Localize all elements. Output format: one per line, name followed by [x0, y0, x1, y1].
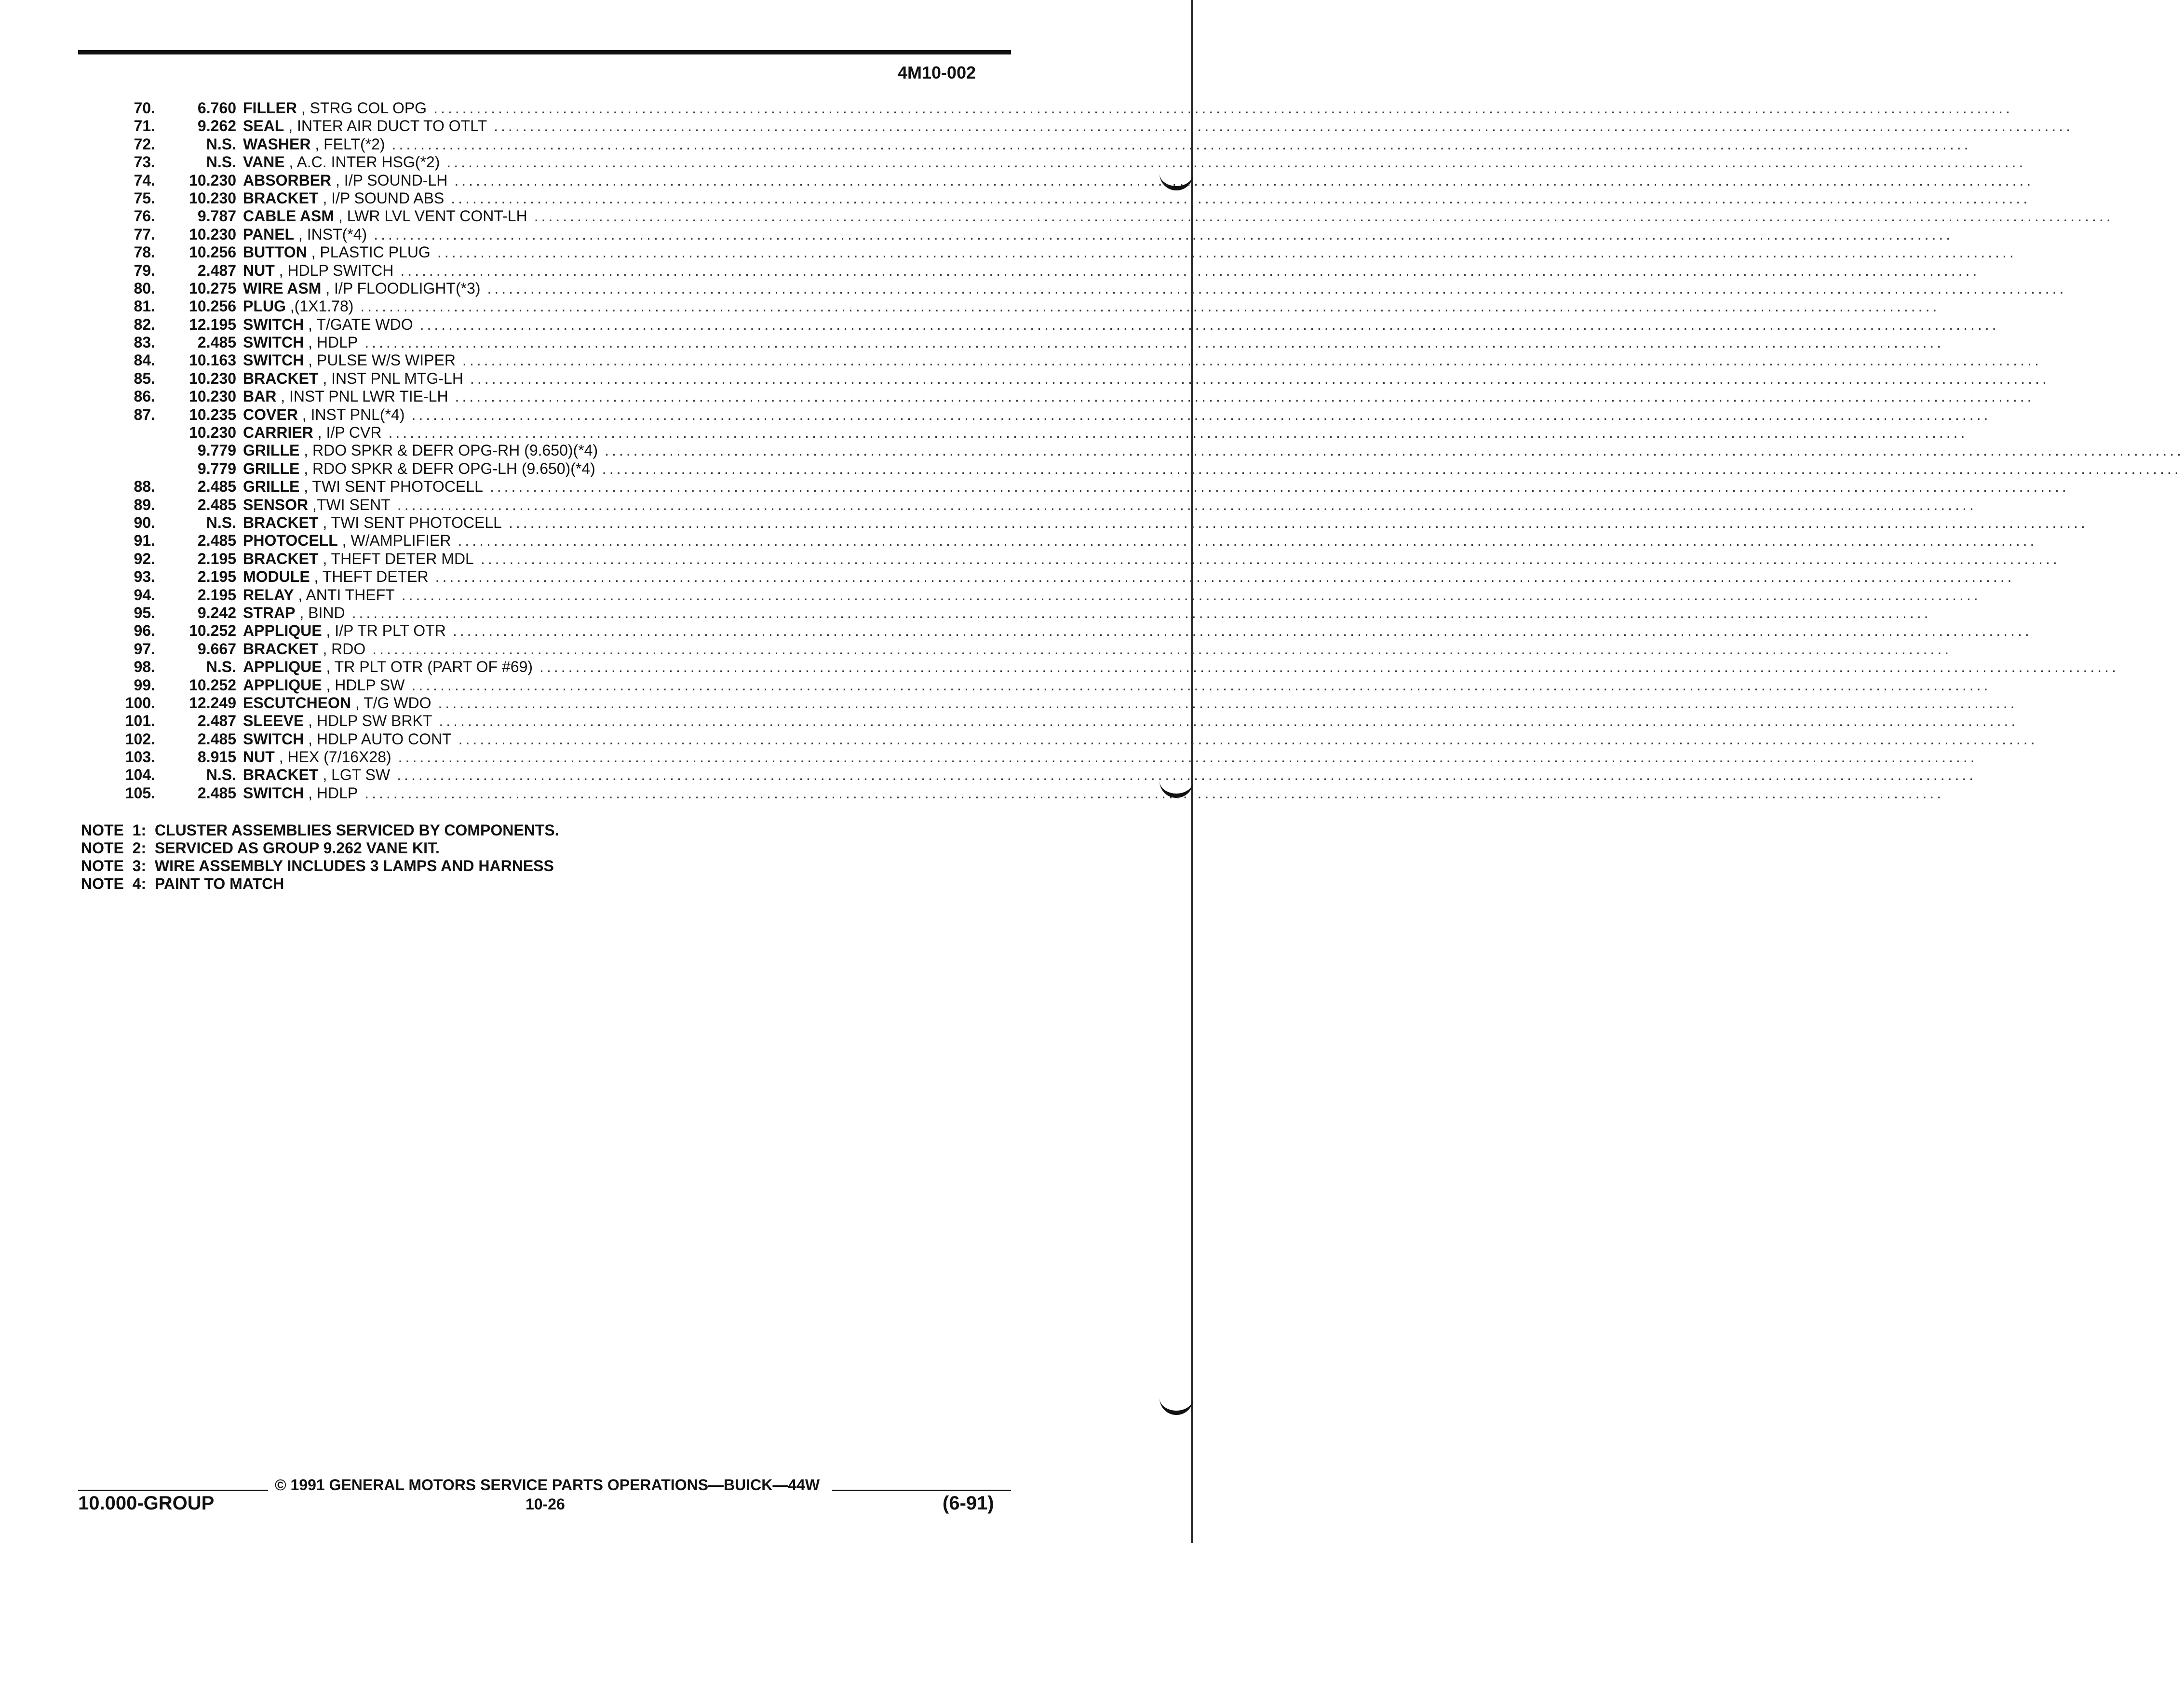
part-description — [243, 334, 1944, 351]
part-detail: , A.C. INTER HSG(*2) — [284, 153, 440, 171]
part-description — [243, 586, 1981, 604]
part-group: N.S. — [206, 658, 236, 676]
part-description — [243, 261, 1980, 280]
part-detail: , HEX (7/16X28) — [274, 748, 391, 766]
part-name: WIRE ASM — [243, 279, 322, 297]
part-description — [243, 532, 2037, 550]
part-number: 85. — [134, 369, 155, 387]
part-detail: , I/P CVR — [313, 424, 382, 442]
part-number: 84. — [134, 351, 155, 369]
part-detail: , PULSE W/S WIPER — [304, 351, 456, 369]
part-number: 73. — [134, 153, 155, 171]
part-name: SWITCH — [243, 315, 304, 333]
part-row — [0, 459, 2182, 478]
part-group: 2.485 — [197, 478, 236, 496]
part-row — [0, 604, 1931, 622]
part-name: FILLER — [243, 99, 297, 117]
part-group: N.S. — [206, 153, 236, 171]
part-name: BRACKET — [243, 513, 319, 531]
footer-group: 10.000-GROUP — [78, 1493, 215, 1514]
part-detail: , STRG COL OPG — [297, 99, 427, 117]
part-detail: , ANTI THEFT — [294, 586, 395, 604]
part-group: 10.256 — [189, 243, 236, 261]
part-description — [243, 99, 2013, 117]
dot-leader: ............................................................................................................................................................................................................................ — [364, 334, 1944, 351]
part-detail: , I/P SOUND ABS — [318, 189, 445, 207]
part-description — [243, 225, 1954, 243]
part-description — [243, 351, 2042, 369]
part-row — [0, 207, 2114, 225]
part-description — [243, 297, 1940, 315]
part-description — [243, 243, 2017, 261]
part-group: 10.230 — [189, 171, 236, 189]
dot-leader: ............................................................................................................................................................................................................................ — [462, 351, 2042, 369]
part-description — [243, 622, 2032, 640]
part-group: 10.230 — [189, 388, 236, 405]
footer-rule-right — [832, 1490, 1011, 1491]
part-row — [0, 153, 2026, 171]
part-row — [0, 297, 1940, 315]
part-group: 9.779 — [197, 442, 236, 459]
part-row — [0, 117, 2074, 135]
part-group: 2.485 — [197, 334, 236, 351]
part-number: 76. — [134, 207, 155, 225]
dot-leader: ............................................................................................................................................................................................................................ — [487, 279, 2067, 297]
part-name: RELAY — [243, 586, 294, 604]
part-number: 105. — [125, 784, 155, 802]
part-group: N.S. — [206, 135, 236, 153]
part-name: SWITCH — [243, 334, 304, 351]
part-detail: , INTER AIR DUCT TO OTLT — [284, 117, 487, 135]
part-number: 79. — [134, 261, 155, 279]
dot-leader: ............................................................................................................................................................................................................................ — [351, 604, 1931, 621]
part-group: 2.195 — [197, 568, 236, 586]
dot-leader: ............................................................................................................................................................................................................................ — [458, 730, 2038, 748]
part-detail: , INST(*4) — [294, 225, 367, 243]
footer-copyright: © 1991 GENERAL MOTORS SERVICE PARTS OPERATIONS—BUICK—44W — [275, 1476, 820, 1494]
dot-leader: ............................................................................................................................................................................................................................ — [372, 640, 1952, 658]
footer-date: (6-91) — [943, 1493, 994, 1514]
part-group: 9.787 — [197, 207, 236, 225]
dot-leader: ............................................................................................................................................................................................................................ — [439, 712, 2019, 730]
part-row — [0, 622, 2032, 640]
part-description — [243, 207, 2114, 225]
part-group: 9.262 — [197, 117, 236, 135]
dot-leader: ............................................................................................................................................................................................................................ — [435, 568, 2015, 586]
part-group: 2.485 — [197, 496, 236, 513]
dot-leader: ............................................................................................................................................................................................................................ — [411, 676, 1991, 694]
part-number: 102. — [125, 730, 155, 748]
page-code: 4M10-002 — [898, 63, 976, 82]
part-row — [0, 261, 1980, 280]
part-row — [0, 568, 2015, 586]
part-name: BRACKET — [243, 369, 319, 387]
part-number: 103. — [125, 748, 155, 766]
part-number: 100. — [125, 694, 155, 712]
dot-leader: ............................................................................................................................................................................................................................ — [508, 513, 2088, 531]
note: NOTE 1: CLUSTER ASSEMBLIES SERVICED BY COMPONENTS. — [81, 822, 559, 839]
part-row — [0, 171, 2034, 189]
part-description — [243, 189, 2031, 207]
dot-leader: ............................................................................................................................................................................................................................ — [451, 189, 2031, 207]
part-detail: , THEFT DETER — [310, 568, 429, 586]
part-row — [0, 586, 1981, 604]
part-number: 88. — [134, 478, 155, 496]
part-name: CARRIER — [243, 424, 313, 442]
dot-leader: ............................................................................................................................................................................................................................ — [534, 207, 2114, 225]
part-row — [0, 243, 2017, 261]
part-row — [0, 99, 2013, 117]
part-name: BRACKET — [243, 189, 319, 207]
part-description — [243, 568, 2015, 586]
part-description — [243, 766, 1977, 784]
part-detail: , I/P TR PLT OTR — [322, 622, 446, 640]
part-name: APPLIQUE — [243, 676, 322, 694]
part-name: NUT — [243, 748, 275, 766]
part-name: COVER — [243, 405, 298, 423]
part-detail: , LGT SW — [318, 766, 391, 784]
part-name: GRILLE — [243, 442, 300, 459]
dot-leader: ............................................................................................................................................................................................................................ — [489, 478, 2069, 496]
part-detail: , FELT(*2) — [310, 135, 385, 153]
dot-leader: ............................................................................................................................................................................................................................ — [605, 442, 2184, 459]
part-detail: , INST PNL LWR TIE-LH — [276, 388, 448, 405]
part-row — [0, 424, 1968, 442]
dot-leader: ............................................................................................................................................................................................................................ — [454, 171, 2034, 189]
part-number: 93. — [134, 568, 155, 586]
part-row — [0, 189, 2031, 207]
part-detail: , T/GATE WDO — [304, 315, 413, 333]
dot-leader: ............................................................................................................................................................................................................................ — [539, 658, 2119, 676]
part-description — [243, 676, 1991, 694]
part-row — [0, 334, 1944, 351]
part-name: SENSOR — [243, 496, 309, 513]
dot-leader: ............................................................................................................................................................................................................................ — [360, 297, 1940, 315]
part-number: 96. — [134, 622, 155, 640]
part-number: 87. — [134, 405, 155, 423]
dot-leader: ............................................................................................................................................................................................................................ — [374, 225, 1954, 243]
part-detail: , THEFT DETER MDL — [318, 550, 474, 567]
part-detail: , HDLP — [304, 334, 358, 351]
part-row — [0, 766, 1977, 784]
part-group: 2.485 — [197, 532, 236, 550]
part-row — [0, 225, 1954, 243]
part-detail: , HDLP AUTO CONT — [304, 730, 452, 748]
part-group: 12.195 — [189, 315, 236, 333]
part-description — [243, 442, 2184, 459]
part-description — [243, 712, 2019, 730]
dot-leader: ............................................................................................................................................................................................................................ — [437, 243, 2017, 261]
part-detail: , W/AMPLIFIER — [337, 532, 451, 550]
part-number: 83. — [134, 334, 155, 351]
part-group: 2.195 — [197, 586, 236, 604]
part-description — [243, 369, 2049, 388]
part-detail: , HDLP SW — [322, 676, 405, 694]
part-name: CABLE ASM — [243, 207, 335, 225]
dot-leader: ............................................................................................................................................................................................................................ — [452, 622, 2032, 640]
part-description — [243, 171, 2034, 189]
part-number: 90. — [134, 513, 155, 531]
part-description — [243, 405, 1991, 424]
part-detail: , PLASTIC PLUG — [307, 243, 431, 261]
part-name: NUT — [243, 261, 275, 279]
dot-leader: ............................................................................................................................................................................................................................ — [411, 405, 1991, 423]
part-detail: , TR PLT OTR (PART OF #69) — [322, 658, 533, 676]
part-name: WASHER — [243, 135, 311, 153]
part-description — [243, 315, 1999, 334]
dot-leader: ............................................................................................................................................................................................................................ — [455, 388, 2035, 405]
part-number: 97. — [134, 640, 155, 658]
part-row — [0, 478, 2069, 496]
part-group: 9.242 — [197, 604, 236, 621]
part-detail: , HDLP SW BRKT — [304, 712, 432, 730]
part-detail: ,(1X1.78) — [285, 297, 354, 315]
part-group: 8.915 — [197, 748, 236, 766]
part-row — [0, 532, 2037, 550]
part-name: SWITCH — [243, 784, 304, 802]
part-row — [0, 388, 2035, 405]
part-description — [243, 478, 2069, 496]
part-detail: , TWI SENT PHOTOCELL — [318, 513, 502, 531]
part-row — [0, 351, 2042, 369]
part-group: 12.249 — [189, 694, 236, 712]
part-description — [243, 496, 1977, 514]
part-name: SLEEVE — [243, 712, 304, 730]
binder-ring-mark — [1159, 1398, 1193, 1415]
part-detail: , RDO — [318, 640, 366, 658]
part-description — [243, 640, 1952, 658]
part-name: PHOTOCELL — [243, 532, 338, 550]
dot-leader: ............................................................................................................................................................................................................................ — [419, 315, 1999, 333]
part-detail: , HDLP SWITCH — [274, 261, 394, 279]
part-number: 75. — [134, 189, 155, 207]
part-name: ABSORBER — [243, 171, 332, 189]
part-number: 80. — [134, 279, 155, 297]
parts-list — [0, 99, 2184, 802]
part-description — [243, 748, 1978, 766]
part-detail: , I/P FLOODLIGHT(*3) — [321, 279, 481, 297]
dot-leader: ............................................................................................................................................................................................................................ — [458, 532, 2037, 550]
part-detail: , BIND — [295, 604, 345, 621]
part-name: BRACKET — [243, 550, 319, 567]
part-group: 10.252 — [189, 622, 236, 640]
note: NOTE 3: WIRE ASSEMBLY INCLUDES 3 LAMPS AND HARNESS — [81, 857, 554, 875]
part-detail: , RDO SPKR & DEFR OPG-RH (9.650)(*4) — [299, 442, 598, 459]
part-name: GRILLE — [243, 478, 300, 496]
part-row — [0, 279, 2067, 297]
part-row — [0, 730, 2038, 748]
part-group: 10.163 — [189, 351, 236, 369]
part-name: STRAP — [243, 604, 296, 621]
part-group: 10.230 — [189, 189, 236, 207]
part-group: 10.275 — [189, 279, 236, 297]
part-name: PLUG — [243, 297, 286, 315]
part-description — [243, 153, 2026, 171]
part-description — [243, 730, 2038, 748]
part-detail: , LWR LVL VENT CONT-LH — [334, 207, 527, 225]
dot-leader: ............................................................................................................................................................................................................................ — [446, 153, 2026, 171]
part-detail: , TWI SENT PHOTOCELL — [299, 478, 483, 496]
part-name: ESCUTCHEON — [243, 694, 351, 712]
part-description — [243, 459, 2182, 478]
dot-leader: ............................................................................................................................................................................................................................ — [398, 748, 1978, 766]
part-number: 78. — [134, 243, 155, 261]
part-detail: , T/G WDO — [351, 694, 431, 712]
part-detail: ,TWI SENT — [308, 496, 391, 513]
part-number: 86. — [134, 388, 155, 405]
dot-leader: ............................................................................................................................................................................................................................ — [397, 766, 1977, 784]
part-group: 10.256 — [189, 297, 236, 315]
part-row — [0, 748, 1978, 766]
top-rule — [78, 50, 1011, 54]
part-description — [243, 117, 2074, 135]
part-description — [243, 279, 2067, 297]
part-row — [0, 405, 1991, 424]
part-row — [0, 550, 2060, 568]
part-description — [243, 550, 2060, 568]
part-row — [0, 640, 1952, 658]
dot-leader: ............................................................................................................................................................................................................................ — [400, 261, 1980, 279]
part-group: 10.252 — [189, 676, 236, 694]
part-name: APPLIQUE — [243, 658, 322, 676]
part-group: 10.235 — [189, 405, 236, 423]
part-detail: , HDLP — [304, 784, 358, 802]
part-group: 10.230 — [189, 424, 236, 442]
part-row — [0, 496, 1977, 514]
dot-leader: ............................................................................................................................................................................................................................ — [470, 369, 2049, 387]
part-description — [243, 424, 1968, 442]
part-row — [0, 315, 1999, 334]
part-number: 74. — [134, 171, 155, 189]
part-number: 71. — [134, 117, 155, 135]
part-detail: , I/P SOUND-LH — [331, 171, 448, 189]
part-row — [0, 513, 2088, 532]
dot-leader: ............................................................................................................................................................................................................................ — [391, 135, 1971, 153]
part-group: 9.667 — [197, 640, 236, 658]
part-description — [243, 513, 2088, 532]
part-name: MODULE — [243, 568, 310, 586]
part-row — [0, 694, 2018, 712]
dot-leader: ............................................................................................................................................................................................................................ — [480, 550, 2060, 567]
part-number: 82. — [134, 315, 155, 333]
part-name: SWITCH — [243, 730, 304, 748]
part-group: 2.487 — [197, 712, 236, 730]
part-name: BUTTON — [243, 243, 307, 261]
notes-list — [81, 822, 559, 893]
footer-page-number: 10-26 — [526, 1495, 565, 1513]
part-name: BRACKET — [243, 640, 319, 658]
part-description — [243, 388, 2035, 405]
part-name: BAR — [243, 388, 277, 405]
part-description — [243, 694, 2018, 712]
part-number: 95. — [134, 604, 155, 621]
part-description — [243, 784, 1944, 802]
part-group: 2.195 — [197, 550, 236, 567]
part-group: 2.485 — [197, 784, 236, 802]
part-row — [0, 676, 1991, 694]
part-number: 77. — [134, 225, 155, 243]
dot-leader: ............................................................................................................................................................................................................................ — [602, 459, 2182, 477]
part-group: 2.487 — [197, 261, 236, 279]
part-number: 91. — [134, 532, 155, 550]
dot-leader: ............................................................................................................................................................................................................................ — [438, 694, 2018, 712]
part-group: 10.230 — [189, 225, 236, 243]
part-row — [0, 784, 1944, 802]
part-name: VANE — [243, 153, 285, 171]
part-row — [0, 712, 2019, 730]
dot-leader: ............................................................................................................................................................................................................................ — [494, 117, 2074, 135]
part-description — [243, 135, 1971, 153]
part-group: 2.485 — [197, 730, 236, 748]
dot-leader: ............................................................................................................................................................................................................................ — [397, 496, 1977, 513]
part-number: 81. — [134, 297, 155, 315]
dot-leader: ............................................................................................................................................................................................................................ — [364, 784, 1944, 802]
part-detail: , INST PNL MTG-LH — [318, 369, 463, 387]
note: NOTE 4: PAINT TO MATCH — [81, 875, 284, 892]
dot-leader: ............................................................................................................................................................................................................................ — [388, 424, 1968, 442]
dot-leader: ............................................................................................................................................................................................................................ — [433, 99, 2013, 117]
part-name: SEAL — [243, 117, 284, 135]
part-group: 10.230 — [189, 369, 236, 387]
part-group: 6.760 — [197, 99, 236, 117]
dot-leader: ............................................................................................................................................................................................................................ — [401, 586, 1981, 604]
part-number: 98. — [134, 658, 155, 676]
part-number: 89. — [134, 496, 155, 513]
part-name: GRILLE — [243, 459, 300, 477]
footer-rule-left — [78, 1490, 268, 1491]
part-name: PANEL — [243, 225, 295, 243]
note: NOTE 2: SERVICED AS GROUP 9.262 VANE KIT. — [81, 839, 440, 857]
part-number: 101. — [125, 712, 155, 730]
part-name: APPLIQUE — [243, 622, 322, 640]
part-group: N.S. — [206, 513, 236, 531]
part-number: 70. — [134, 99, 155, 117]
part-number: 92. — [134, 550, 155, 567]
part-number: 99. — [134, 676, 155, 694]
part-row — [0, 442, 2184, 459]
part-detail: , RDO SPKR & DEFR OPG-LH (9.650)(*4) — [299, 459, 595, 477]
part-group: N.S. — [206, 766, 236, 784]
part-number: 104. — [125, 766, 155, 784]
part-row — [0, 369, 2049, 388]
part-row — [0, 135, 1971, 153]
part-name: BRACKET — [243, 766, 319, 784]
part-number: 72. — [134, 135, 155, 153]
part-description — [243, 658, 2119, 676]
part-detail: , INST PNL(*4) — [297, 405, 405, 423]
part-name: SWITCH — [243, 351, 304, 369]
part-description — [243, 604, 1931, 622]
part-row — [0, 658, 2119, 676]
part-number: 94. — [134, 586, 155, 604]
part-group: 9.779 — [197, 459, 236, 477]
